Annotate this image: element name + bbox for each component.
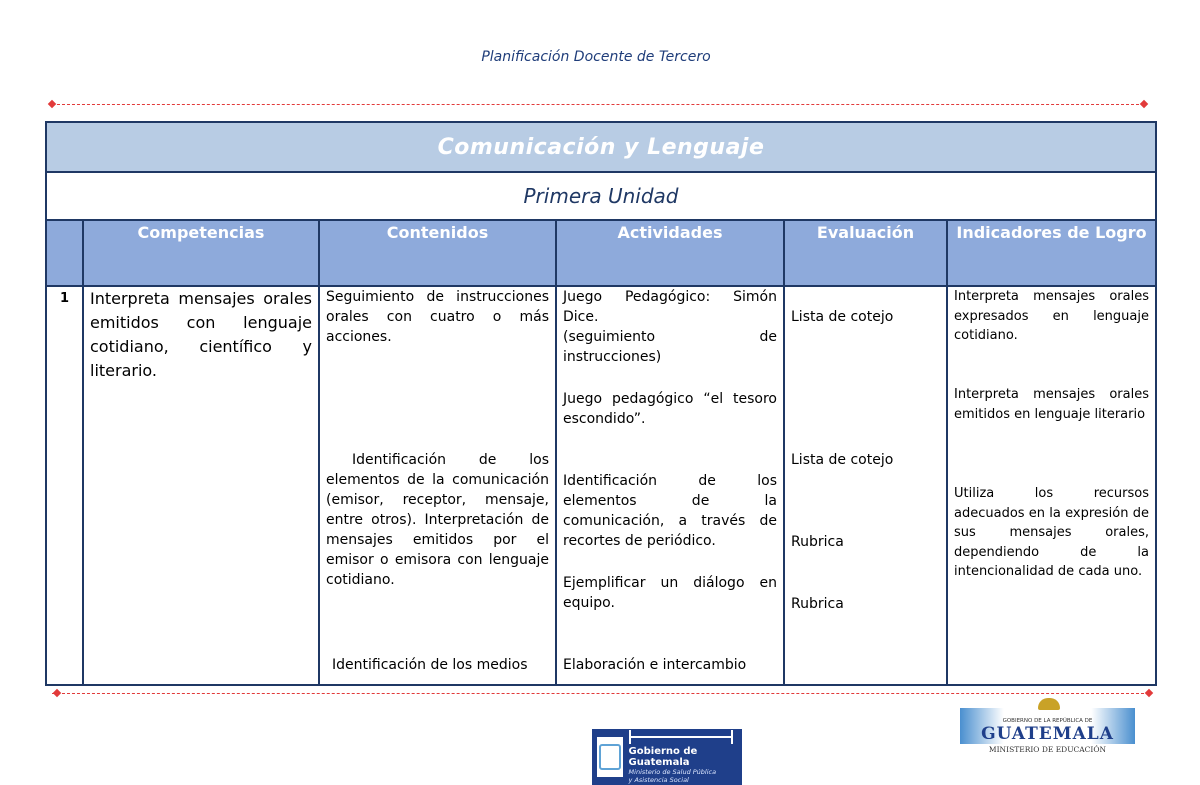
unit-title: Primera Unidad: [46, 172, 1156, 220]
top-divider: [52, 104, 1144, 105]
evaluacion-item: Rubrica: [791, 534, 844, 550]
evaluacion-cell: [784, 286, 947, 685]
column-header-actividades: Actividades: [556, 220, 784, 286]
top-divider-right-marker: [1140, 100, 1148, 108]
indicador-item: Utiliza los recursos adecuados en la expresión de sus mensajes orales, dependiendo de la intencionalidad de cada uno.: [954, 486, 1149, 579]
subject-title: Comunicación y Lenguaje: [46, 122, 1156, 172]
column-header-indicadores: Indicadores de Logro: [947, 220, 1156, 286]
evaluacion-item: Lista de cotejo: [791, 452, 894, 468]
palace-icon: [629, 730, 733, 744]
bottom-divider-right-marker: [1145, 689, 1153, 697]
actividad-item: Elaboración e intercambio: [563, 657, 747, 673]
actividades-cell: [556, 286, 784, 685]
competencia-cell: [83, 286, 319, 685]
mineduc-logo-name: GUATEMALA: [981, 724, 1114, 744]
gobierno-de-guatemala-logo: [592, 729, 742, 785]
evaluacion-item: Rubrica: [791, 596, 844, 612]
mineduc-logo-top: GOBIERNO DE LA REPÚBLICA DE: [1002, 718, 1093, 724]
mineduc-logo-subtitle: MINISTERIO DE EDUCACIÓN: [988, 745, 1107, 754]
actividad-item: Juego Pedagógico: Simón Dice.: [563, 289, 777, 325]
actividad-item: Ejemplificar un diálogo en equipo.: [563, 575, 777, 611]
ministerio-de-educacion-logo: [960, 698, 1135, 758]
evaluacion-item: Lista de cotejo: [791, 309, 894, 325]
planning-table: [45, 121, 1157, 686]
indicador-item: Interpreta mensajes orales emitidos en lenguaje literario: [954, 387, 1149, 422]
bottom-divider-left-marker: [53, 689, 61, 697]
top-divider-left-marker: [48, 100, 56, 108]
contenido-item: Identificación de los elementos de la comunicación (emisor, receptor, mensaje, entre otros). Interpretación de mensajes emitidos por el emisor o emisora con lenguaje cotidiano.: [326, 452, 549, 588]
column-header-competencias: Competencias: [83, 220, 319, 286]
gov-logo-name: Gobierno de Guatemala: [628, 746, 698, 768]
bottom-divider: [52, 693, 1144, 694]
actividad-item: Identificación de los elementos de la comunicación, a través de recortes de periódico.: [563, 473, 777, 549]
column-header-contenidos: Contenidos: [319, 220, 556, 286]
contenidos-cell: [319, 286, 556, 685]
gov-logo-subtitle: Ministerio de Salud Pública: [628, 768, 717, 776]
contenido-item: Identificación de los medios: [332, 657, 528, 673]
indicador-item: Interpreta mensajes orales expresados en lenguaje cotidiano.: [954, 289, 1149, 343]
row-number: 1: [46, 286, 83, 685]
column-headers: [46, 220, 1156, 286]
table-row: [46, 286, 1156, 685]
competencia-text: Interpreta mensajes orales emitidos con lenguaje cotidiano, científico y literario.: [90, 289, 312, 380]
contenido-item: Seguimiento de instrucciones orales con cuatro o más acciones.: [326, 289, 549, 345]
column-header-number: [46, 220, 83, 286]
column-header-evaluacion: Evaluación: [784, 220, 947, 286]
coat-of-arms-icon: [597, 737, 623, 777]
actividad-item: (seguimiento de instrucciones): [563, 329, 777, 365]
quetzal-crest-icon: [1038, 698, 1060, 710]
actividad-item: Juego pedagógico “el tesoro escondido”.: [563, 391, 777, 427]
indicadores-cell: [947, 286, 1156, 685]
page-header-title: Planificación Docente de Tercero: [481, 49, 711, 65]
gov-logo-subtitle: y Asistencia Social: [628, 776, 689, 784]
